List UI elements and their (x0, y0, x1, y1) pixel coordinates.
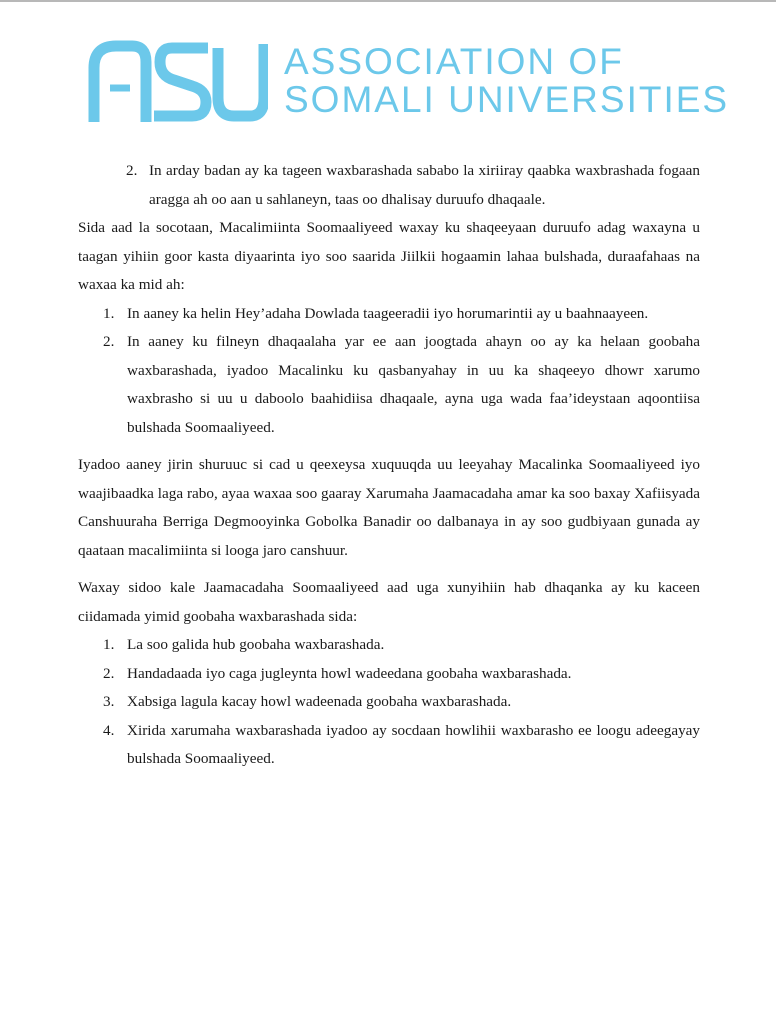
list-number: 1. (103, 304, 115, 322)
organization-name (284, 43, 729, 119)
paragraph-security-forces: Waxay sidoo kale Jaamacadaha Soomaaliyeed aad uga xunyihiin hab dhaqanka ay ku kaceen ciidamada yimid goobaha waxbarashada sida: (78, 579, 700, 625)
list-number: 2. (126, 162, 138, 179)
list-item (78, 688, 700, 717)
list-item (78, 157, 700, 214)
list-number: 4. (103, 721, 115, 739)
list-item (78, 717, 700, 774)
list-item (78, 328, 700, 442)
list-number: 2. (103, 664, 115, 682)
difficulties-list (78, 300, 700, 443)
letter-body (78, 157, 700, 774)
continued-list (78, 157, 700, 214)
org-name-line-2: SOMALI UNIVERSITIES (284, 79, 730, 120)
paragraph-intro-difficulties: Sida aad la socotaan, Macalimiinta Soomaaliyeed waxay ku shaqeeyaan duruufo adag waxayna u taagan yihiin goor kasta diyaarinta iyo soo saarida Jiilkii hogaamin lahaa bulshada, duraafahaas na waxaa ka mid ah: (78, 219, 700, 293)
list-item-text: In aaney ka helin Hey’adaha Dowlada taageeradii iyo horumarintii ay u baahnaayeen. (127, 304, 649, 322)
list-item-text: In aaney ku filneyn dhaqaalaha yar ee aan joogtada ahayn oo ay ka helaan goobaha waxbarashada, iyadoo Macalinku ku qasbanyahay in uu ka shaqeeyo dhowr xarumo waxbrasho si uu u daboolo baahidiisa dhaqaale, ayna uga wada faa’ideystaan aqoontiisa bulshada Soomaaliyeed. (127, 333, 700, 436)
list-item (78, 631, 700, 660)
paragraph-tax-order: Iyadoo aaney jirin shuruuc si cad u qeexeysa xuquuqda uu leeyahay Macalinka Soomaaliyeed iyo waajibaadka laga rabo, ayaa waxaa soo gaaray Xarumaha Jaamacadaha amar ka soo baxay Xafiisyada Canshuuraha Berriga Degmooyinka Gobolka Banadir oo dalbanaya in ay soo gudbiyaan gunada ay qaataan macalimiinta si looga jaro canshuur. (78, 456, 700, 559)
list-item-text: La soo galida hub goobaha waxbarashada. (127, 636, 385, 653)
letterhead (88, 38, 729, 124)
list-number: 1. (103, 636, 115, 653)
list-number: 2. (103, 333, 115, 350)
list-item-text: In arday badan ay ka tageen waxbarashada sababo la xiriiray qaabka waxbrashada fogaan aragga ah oo aan u sahlaneyn, taas oo dhalisay duruufo dhaqaale. (149, 162, 700, 208)
list-item-text: Handadaada iyo caga jugleynta howl wadeedana goobaha waxbarashada. (127, 664, 572, 682)
list-item (78, 300, 700, 329)
asu-logo-icon (88, 38, 268, 124)
list-item-text: Xirida xarumaha waxbarashada iyadoo ay socdaan howlihii waxbarasho ee loogu adeegayay bulshada Soomaaliyeed. (127, 721, 700, 767)
list-item-text: Xabsiga lagula kacay howl wadeenada goobaha waxbarashada. (127, 693, 512, 710)
org-name-line-1: ASSOCIATION OF (284, 41, 624, 82)
list-item (78, 660, 700, 689)
incidents-list (78, 631, 700, 774)
list-number: 3. (103, 693, 115, 710)
page-top-border (0, 0, 776, 2)
